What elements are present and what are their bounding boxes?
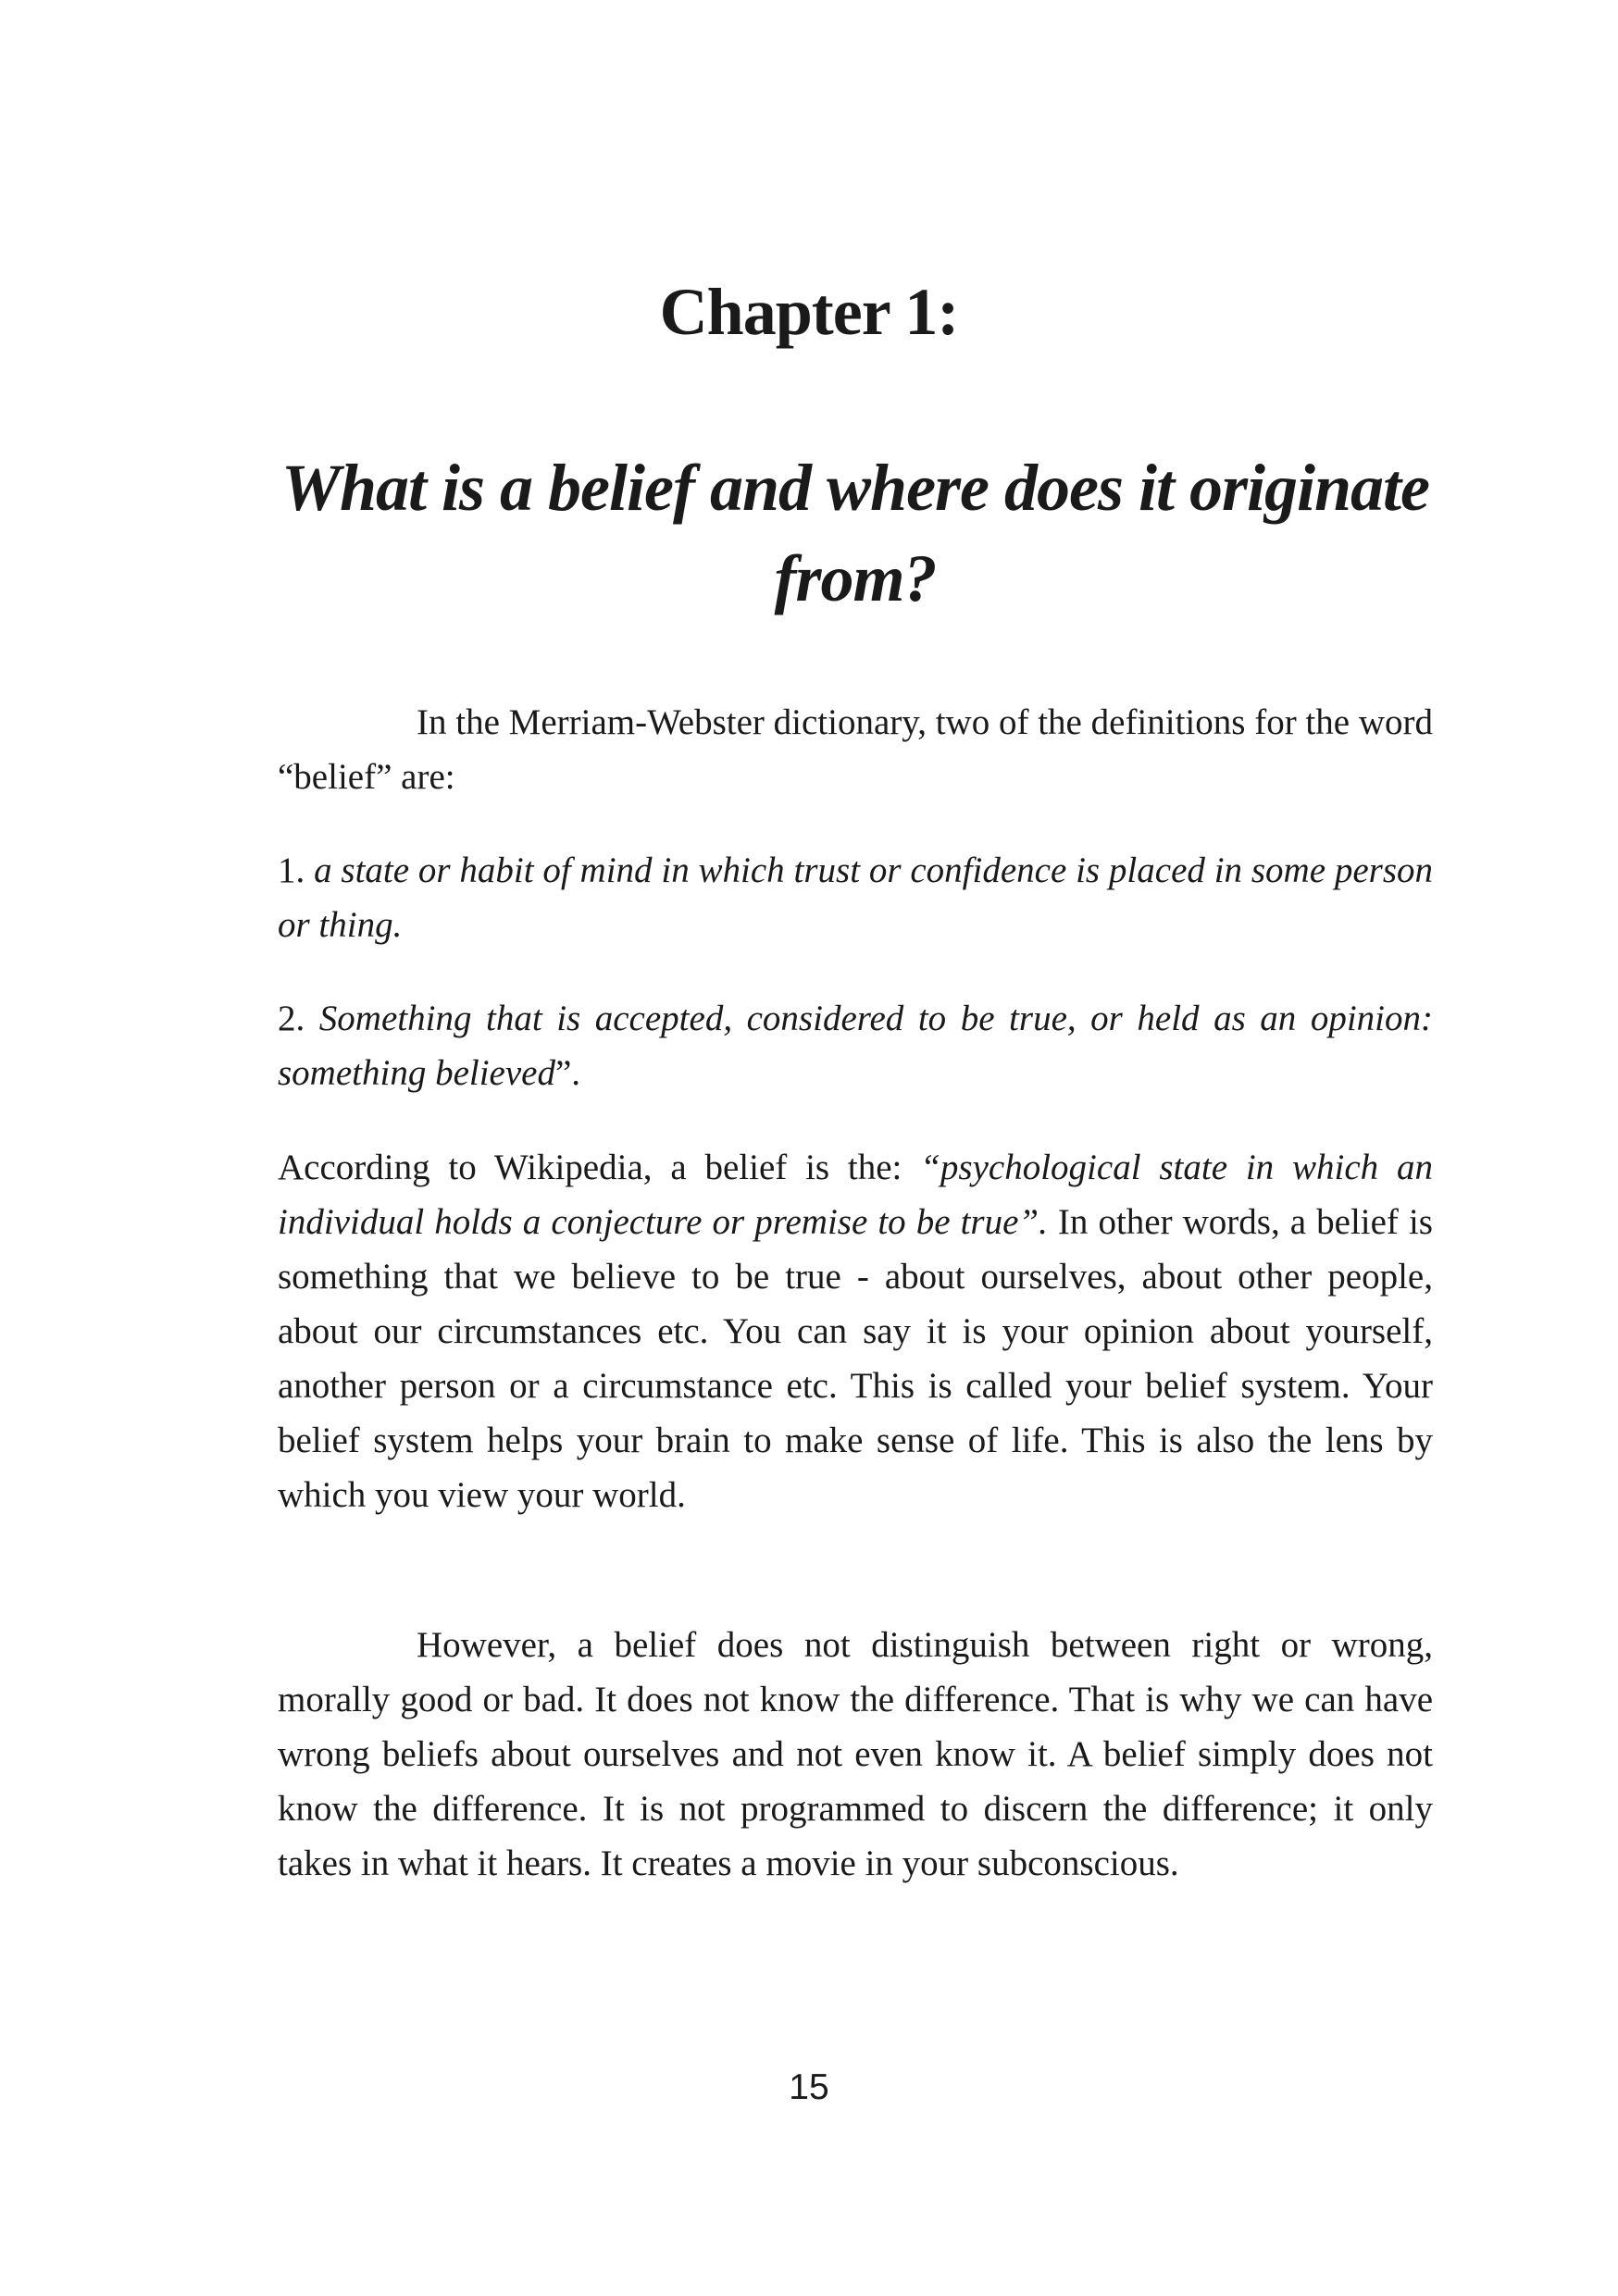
page-number: 15 — [789, 2067, 829, 2107]
definition-1-text: a state or habit of mind in which trust or confidence is placed in some person or thing. — [278, 850, 1433, 945]
wikipedia-lead: According to Wikipedia, a belief is the: — [278, 1148, 921, 1187]
definition-2-text: Something that is accepted, considered to be true, or held as an opinion: something believed — [278, 999, 1433, 1093]
intro-paragraph: In the Merriam-Webster dictionary, two of the definitions for the word “belief” are: — [278, 702, 1433, 797]
wikipedia-paragraph — [278, 1140, 1433, 1522]
wikipedia-rest: In other words, a belief is something that we believe to be true - about ourselves, about other people, about our circumstances etc. You can say it is your opinion about yourself, another person or a circumstance etc. This is called your belief system. Your belief system helps your brain to make sense of life. This is also the lens by which you view your world. — [278, 1202, 1433, 1515]
however-paragraph: However, a belief does not distinguish between right or wrong, morally good or bad. It does not know the difference. That is why we can have wrong beliefs about ourselves and not even know it. A belief simply does not know the difference. It is not programmed to discern the difference; it only takes in what it hears. It creates a movie in your subconscious. — [278, 1625, 1433, 1883]
wikipedia-quote: “psychological state in which an individual holds a conjecture or premise to be true”. — [278, 1148, 1433, 1242]
definition-1 — [278, 843, 1433, 952]
definition-2 — [278, 991, 1433, 1100]
chapter-title: What is a belief and where does it originate from? — [280, 451, 1430, 615]
definition-2-number: 2. — [278, 999, 319, 1038]
definition-2-tail: ”. — [554, 1053, 581, 1093]
chapter-label: Chapter 1: — [659, 275, 959, 349]
definition-1-number: 1. — [278, 850, 315, 890]
